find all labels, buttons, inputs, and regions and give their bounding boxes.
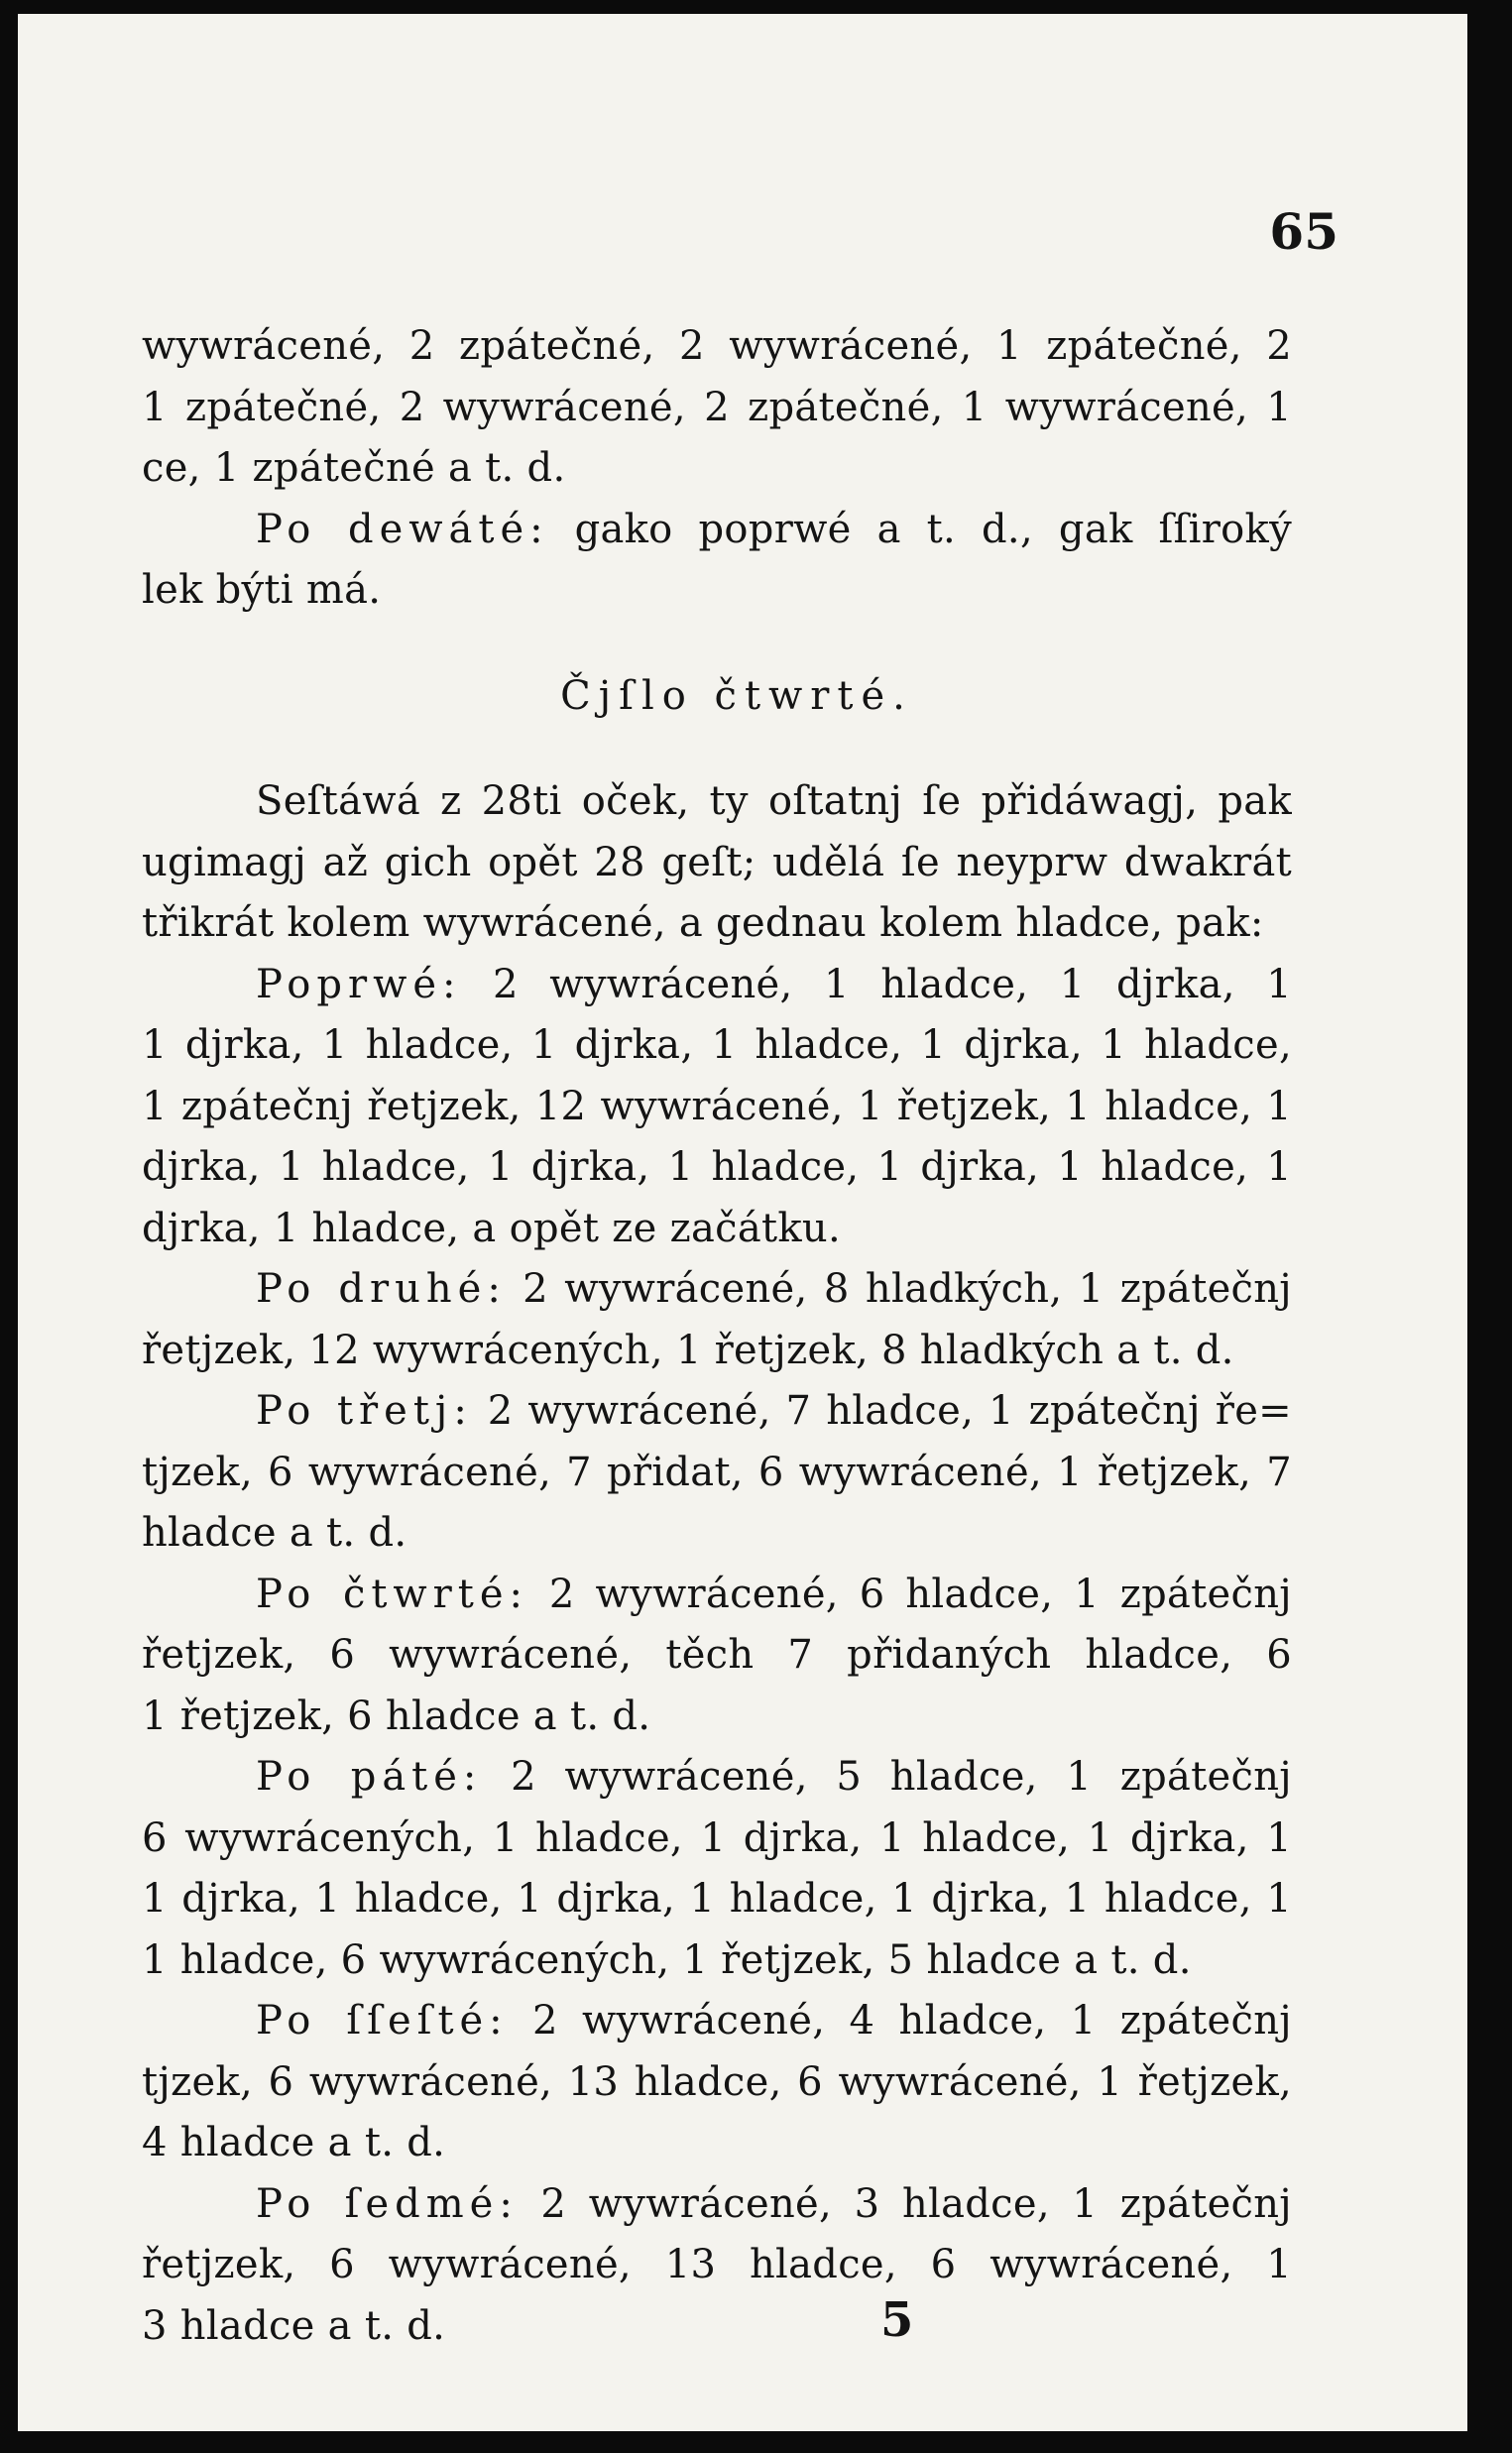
text-line: řetjzek, 12 wywrácených, 1 řetjzek, 8 hladkých a t. d. [142,1327,1234,1373]
text-line: 2 wywrácené, 4 hladce, 1 zpátečnj [531,1998,1292,2044]
text-line: lek býti má. [142,567,382,613]
text-line: Seſtáwá z 28ti oček, ty oſtatnj ſe přidáwagj, pak [256,778,1292,824]
spacer [142,622,1292,666]
page-number: 65 [1269,202,1338,261]
spacer [142,727,1292,771]
paragraph-po-ctwrte [142,1565,1292,1626]
section-label: Po ſedmé: [256,2180,519,2227]
paragraph-po-pate [142,1747,1292,1809]
text-line: 2 wywrácené, 5 hladce, 1 zpátečnj [511,1754,1292,1800]
text-line: 2 wywrácené, 6 hladce, 1 zpátečnj [548,1571,1292,1617]
paragraph-po-druhe [142,1259,1292,1321]
text-line: 4 hladce a t. d. [142,2120,446,2165]
text-line: hladce a t. d. [142,1510,407,1556]
text-line: 2 wywrácené, 1 hladce, 1 djrka, 1 [493,961,1292,1007]
text-line: ugimagj až gich opět 28 geſt; udělá ſe neyprw dwakrát [142,839,1292,885]
paragraph-po-ssseste [142,1991,1292,2052]
paragraph-po-dewate [142,500,1292,561]
paragraph-po-sedme [142,2174,1292,2236]
section-label: Po druhé: [256,1266,507,1312]
text-line: 2 wywrácené, 8 hladkých, 1 zpátečnj [523,1266,1292,1312]
body-text [142,316,1292,2357]
text-line: wywrácené, 2 zpátečné, 2 wywrácené, 1 zpátečné, 2 [142,323,1292,369]
text-line: třikrát kolem wywrácené, a gednau kolem hladce, pak: [142,900,1264,946]
text-line: 6 wywrácených, 1 hladce, 1 djrka, 1 hladce, 1 djrka, 1 [142,1814,1292,1861]
text-line: djrka, 1 hladce, 1 djrka, 1 hladce, 1 djrka, 1 hladce, 1 [142,1144,1292,1190]
section-label: Po čtwrté: [256,1571,529,1617]
text-line: 1 zpátečnj řetjzek, 12 wywrácené, 1 řetjzek, 1 hladce, 1 [142,1083,1292,1129]
paragraph-po-tretj [142,1381,1292,1443]
text-line: 1 hladce, 6 wywrácených, 1 řetjzek, 5 hladce a t. d. [142,1936,1192,1983]
text-line: djrka, 1 hladce, a opět ze začátku. [142,1205,841,1251]
text-line: gako poprwé a t. d., gak ſſiroký [574,506,1292,552]
section-label: Po dewáté: [256,506,549,552]
text-line: 2 wywrácené, 7 hladce, 1 zpátečnj ře= [487,1388,1292,1434]
book-page [18,14,1467,2431]
text-line: 3 hladce a t. d. [142,2302,446,2349]
text-line: tjzek, 6 wywrácené, 7 přidat, 6 wywrácené, 1 řetjzek, 7 [142,1449,1292,1495]
text-line: 1 djrka, 1 hladce, 1 djrka, 1 hladce, 1 djrka, 1 hladce, 1 [142,1876,1292,1922]
text-line: 1 zpátečné, 2 wywrácené, 2 zpátečné, 1 wywrácené, 1 [142,384,1292,430]
text-line: tjzek, 6 wywrácené, 13 hladce, 6 wywrácené, 1 řetjzek, [142,2058,1292,2105]
signature-mark: 5 [880,2292,914,2348]
section-heading: Čjſlo čtwrté. [560,672,913,719]
section-label: Po páté: [256,1754,483,1800]
text-line: 1 djrka, 1 hladce, 1 djrka, 1 hladce, 1 djrka, 1 hladce, [142,1022,1292,1068]
text-line: řetjzek, 6 wywrácené, 13 hladce, 6 wywrácené, 1 [142,2242,1292,2287]
text-line: ce, 1 zpátečné a t. d. [142,445,566,491]
text-line: 2 wywrácené, 3 hladce, 1 zpátečnj [540,2180,1292,2227]
paragraph-poprwe [142,955,1292,1016]
section-label: Po ſſeſté: [256,1998,509,2044]
text-line: 1 řetjzek, 6 hladce a t. d. [142,1693,651,1739]
section-label: Poprwé: [256,961,462,1007]
section-label: Po třetj: [256,1388,473,1434]
text-line: řetjzek, 6 wywrácené, těch 7 přidaných hladce, 6 [142,1632,1292,1678]
